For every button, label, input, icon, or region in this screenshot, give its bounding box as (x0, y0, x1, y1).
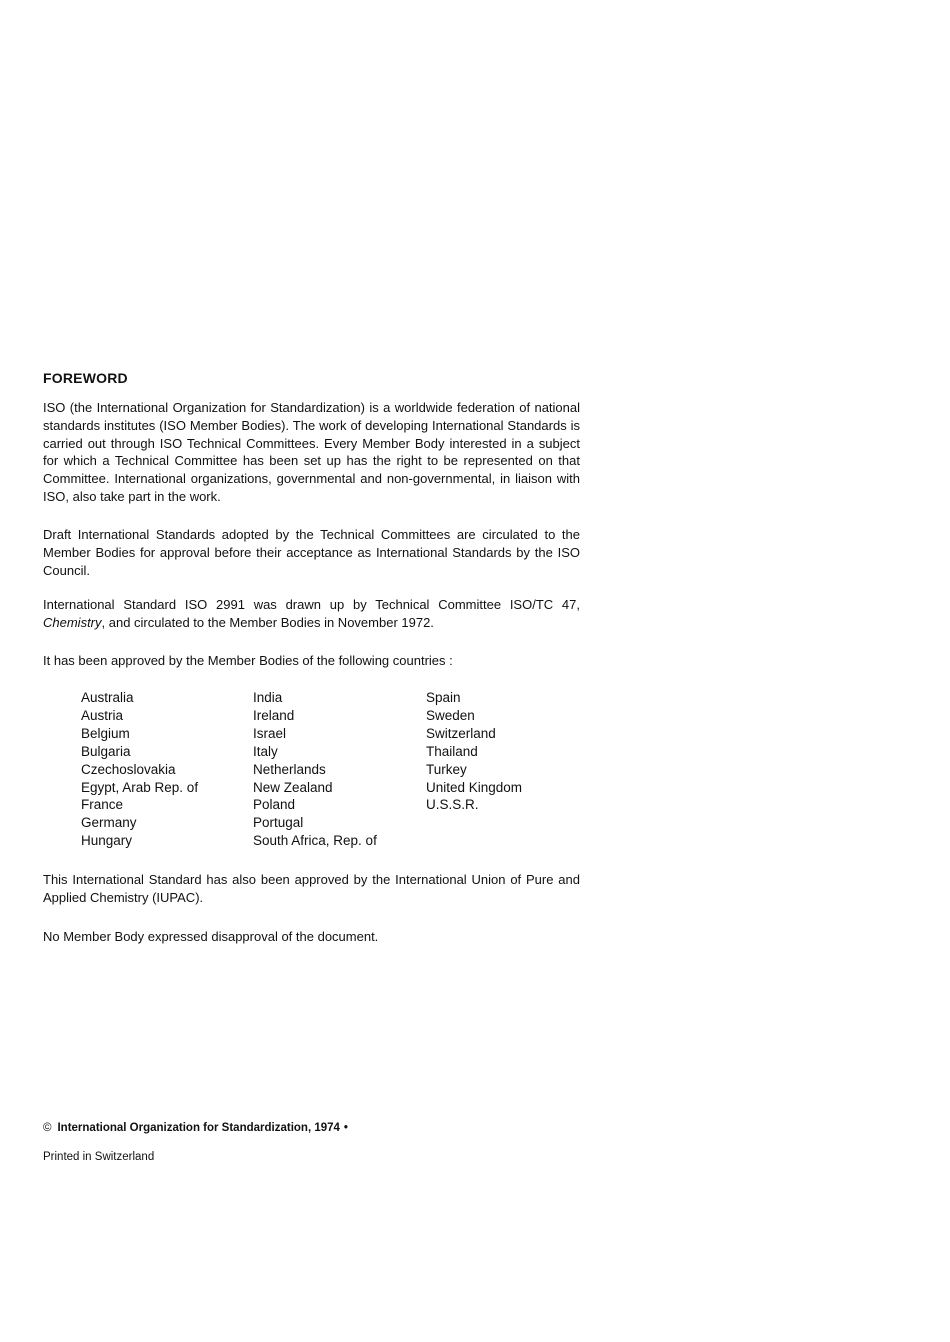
country-item: Australia (81, 690, 134, 705)
country-item: Italy (253, 743, 278, 759)
country-item: Israel (253, 725, 287, 741)
country-item: Bulgaria (81, 743, 131, 759)
countries-column-1 (81, 689, 253, 850)
country-item: Belgium (81, 725, 130, 741)
country-item: Poland (253, 797, 296, 813)
paragraph-no-disapproval: No Member Body expressed disapproval of the document. (43, 929, 379, 944)
country-item: Czechoslovakia (81, 761, 176, 777)
country-item: Germany (81, 815, 137, 831)
country-item: New Zealand (253, 779, 333, 795)
country-item: Egypt, Arab Rep. of (81, 779, 199, 795)
paragraph-approval-intro: It has been approved by the Member Bodies of the following countries : (43, 653, 453, 668)
copyright-line (43, 1122, 348, 1134)
printed-in-line: Printed in Switzerland (43, 1151, 155, 1163)
country-item: Portugal (253, 815, 304, 831)
countries-list (81, 689, 596, 850)
country-item: South Africa, Rep. of (253, 833, 377, 849)
copyright-bullet: • (343, 1122, 348, 1134)
copyright-text: International Organization for Standardization, 1974 (57, 1122, 340, 1134)
country-item: U.S.S.R. (426, 797, 479, 813)
paragraph-iupac-approval: This International Standard has also been approved by the International Union of Pure and Applied Chemistry (IUPAC). (43, 872, 580, 905)
paragraph-draft-standards: Draft International Standards adopted by the Technical Committees are circulated to the Member Bodies for approval before their acceptance as International Standards by the ISO Council. (43, 527, 580, 578)
paragraph-standard-origin (43, 596, 580, 632)
country-item: Spain (426, 690, 461, 705)
country-item: France (81, 797, 124, 813)
paragraph-standard-origin-part1: International Standard ISO 2991 was drawn up by Technical Committee ISO/TC 47, (43, 597, 580, 612)
paragraph-standard-origin-part2: , and circulated to the Member Bodies in November 1972. (101, 614, 434, 630)
country-item: Hungary (81, 833, 133, 849)
countries-column-2 (253, 689, 426, 850)
paragraph-iso-intro: ISO (the International Organization for Standardization) is a worldwide federation of national standards institutes (ISO Member Bodies). The work of developing International Standards is carried out through ISO Technical Committees. Every Member Body interested in a subject for which a Technical Committee has been set up has the right to be represented on that Committee. International organizations, governmental and non-governmental, in liaison with ISO, also take part in the work. (43, 400, 580, 504)
country-item: India (253, 690, 283, 705)
copyright-symbol: © (43, 1122, 52, 1134)
country-item: Netherlands (253, 761, 326, 777)
country-item: Ireland (253, 707, 295, 723)
country-item: Switzerland (426, 725, 496, 741)
country-item: Austria (81, 707, 124, 723)
country-item: United Kingdom (426, 779, 523, 795)
country-item: Sweden (426, 707, 475, 723)
countries-column-3 (426, 689, 596, 850)
country-item: Thailand (426, 743, 478, 759)
committee-name-italic: Chemistry (43, 614, 102, 630)
country-item: Turkey (426, 761, 467, 777)
foreword-heading: FOREWORD (43, 370, 128, 386)
